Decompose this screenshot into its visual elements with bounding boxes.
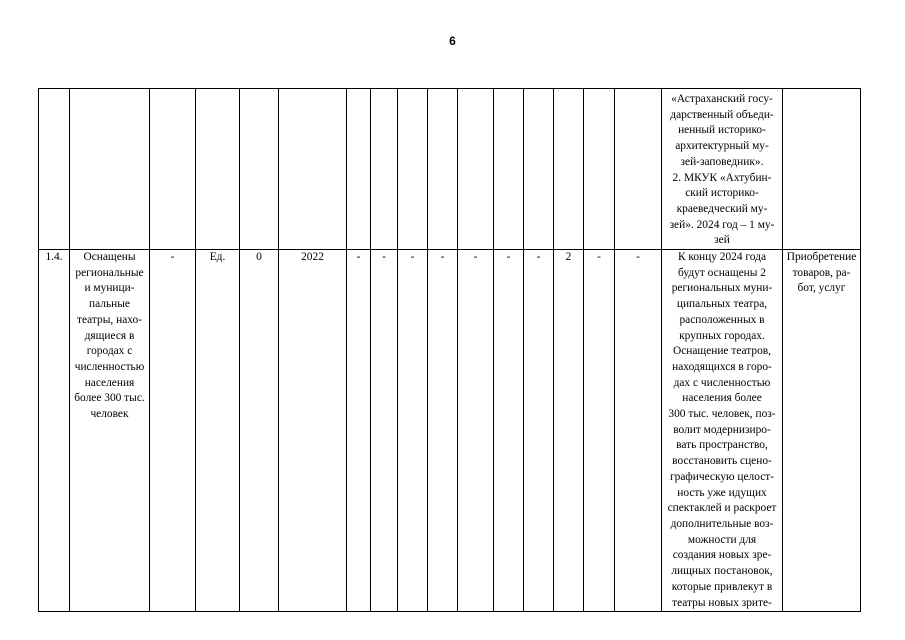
cell-year [584,89,615,250]
row-col3: - [150,250,196,612]
table-row-continuation [39,89,861,250]
cell-name [70,89,150,250]
cell-year [615,89,662,250]
cell-year [428,89,458,250]
row-year-value: - [458,250,494,612]
cell-base-year [279,89,347,250]
cell-number [39,89,70,250]
cell-year [347,89,371,250]
row-year-value: 2 [554,250,584,612]
row-year-value: - [428,250,458,612]
page-number: 6 [449,34,456,48]
plan-table [38,88,861,612]
row-description: К концу 2024 года будут оснащены 2 региональных муни- ципальных театра, расположенных в крупных городах. Оснащение театров, находящихся в горо- дах с численностью населения более 300 тыс. человек, поз- волит модернизиро- вать пространство, восстановить сцено- графическую целост- ность уже идущих спектаклей и раскроет дополнительные воз- можности для создания новых зре- лищных постановок, которые привлекут в театры новых зрите- [662,250,783,612]
row-base-value: 0 [240,250,279,612]
row-unit: Ед. [196,250,240,612]
row-year-value: - [494,250,524,612]
table-row-1-4 [39,250,861,612]
cell-type [783,89,861,250]
row-year-value: - [347,250,371,612]
cell-year [371,89,398,250]
cell-year [458,89,494,250]
row-name: Оснащены региональные и муници- пальные театры, нахо- дящиеся в городах с численностью населения более 300 тыс. человек [70,250,150,612]
cell-year [398,89,428,250]
row-year-value: - [584,250,615,612]
row-year-value: - [524,250,554,612]
cell-col3 [150,89,196,250]
row-year-value: - [615,250,662,612]
cell-unit [196,89,240,250]
cell-year [554,89,584,250]
row-number: 1.4. [39,250,70,612]
row-base-year: 2022 [279,250,347,612]
row-year-value: - [371,250,398,612]
cell-year [524,89,554,250]
cell-description: «Астраханский госу- дарственный объеди- ненный историко- архитектурный му- зей-заповедник». 2. МКУК «Ахтубин- ский историко- краеведческий му- зей». 2024 год – 1 му- зей [662,89,783,250]
cell-base-value [240,89,279,250]
cell-year [494,89,524,250]
row-year-value: - [398,250,428,612]
row-type: Приобретение товаров, ра- бот, услуг [783,250,861,612]
